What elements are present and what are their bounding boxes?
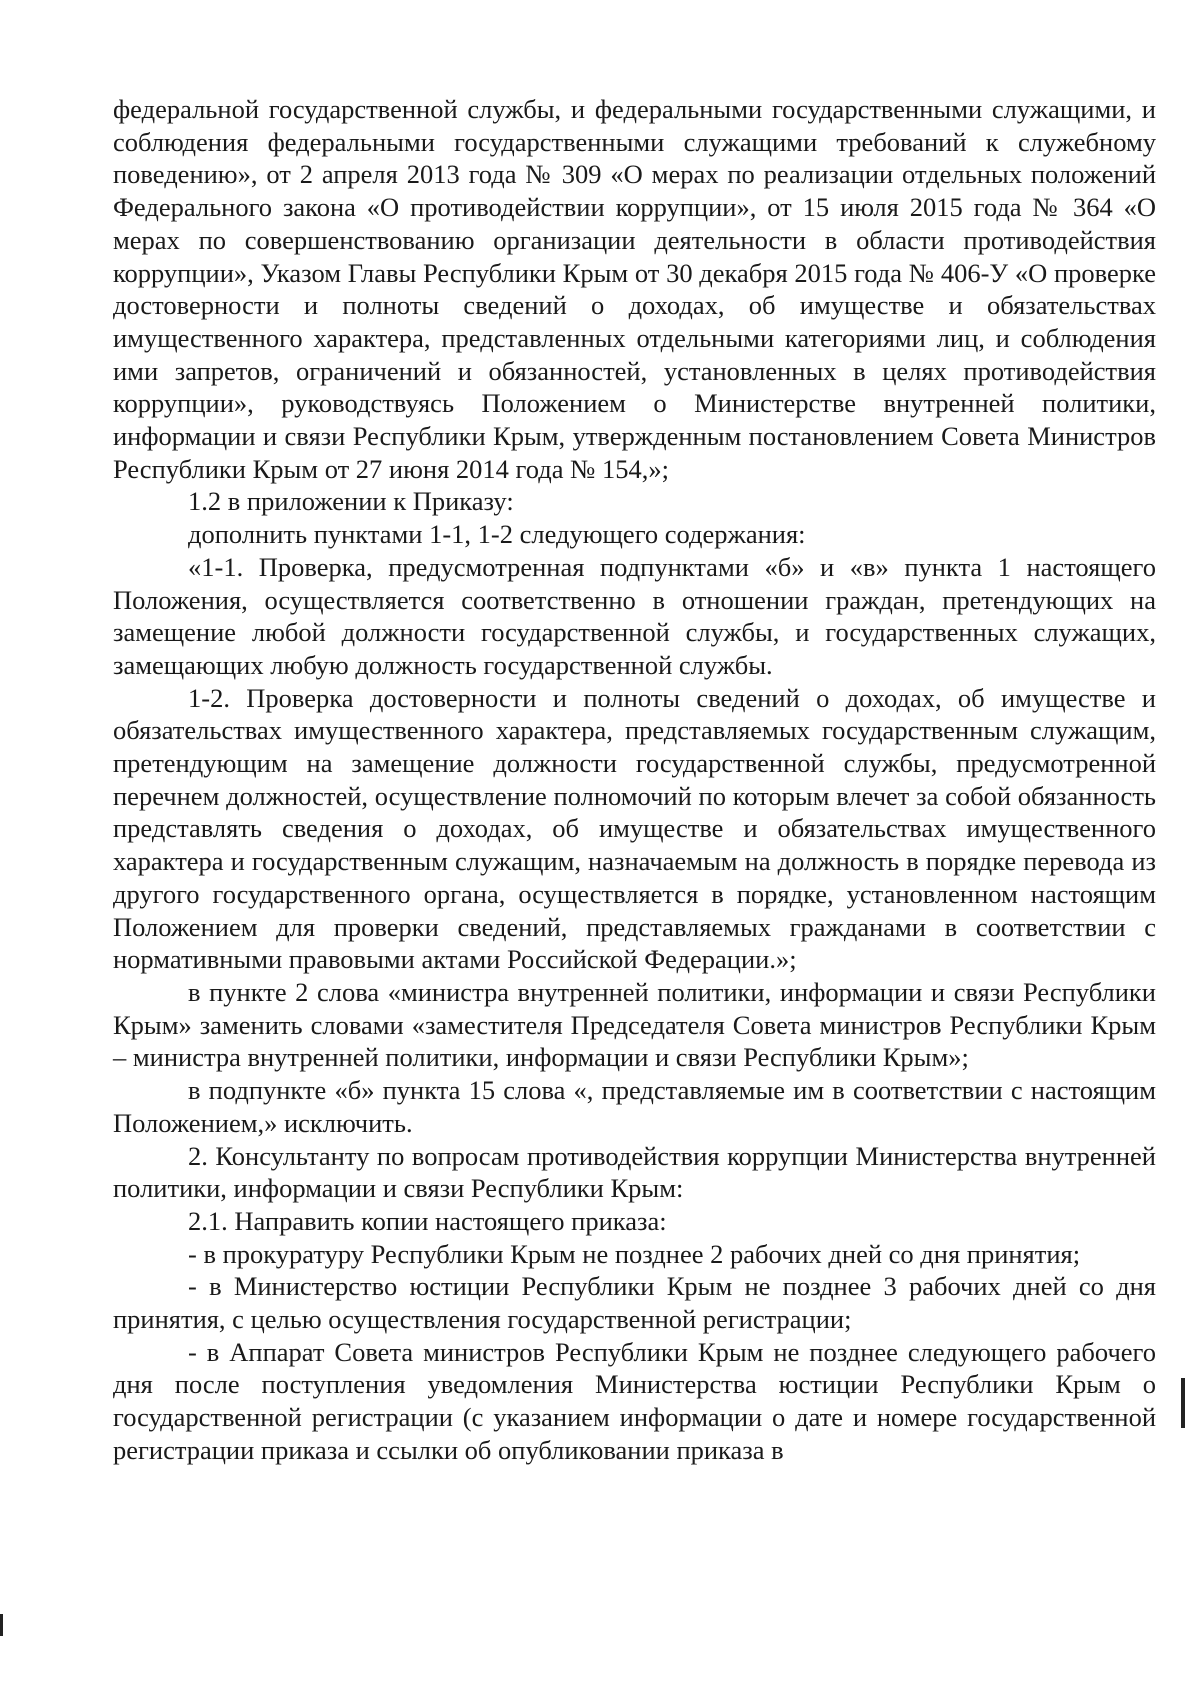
- paragraph: в пункте 2 слова «министра внутренней политики, информации и связи Республики Крым» заменить словами «заместителя Председателя Совета министров Республики Крым – министра внутренней политики, информации и связи Республики Крым»;: [113, 976, 1156, 1073]
- scan-artifact: [1181, 1378, 1185, 1428]
- scan-artifact: [0, 1614, 3, 1636]
- paragraph: 1-2. Проверка достоверности и полноты сведений о доходах, об имуществе и обязательствах имущественного характера, представляемых государственным служащим, претендующим на замещение должности государственной службы, предусмотренной перечнем должностей, осуществление полномочий по которым влечет за собой обязанность представлять сведения о доходах, об имуществе и обязательствах имущественного характера и государственным служащим, назначаемым на должность в порядке перевода из другого государственного органа, осуществляется в порядке, установленном настоящим Положением для проверки сведений, представляемых гражданами в соответствии с нормативными правовыми актами Российской Федерации.»;: [113, 682, 1156, 975]
- document-body: [113, 93, 1156, 1467]
- paragraph: - в Министерство юстиции Республики Крым не позднее 3 рабочих дней со дня принятия, с целью осуществления государственной регистрации;: [113, 1271, 1156, 1335]
- paragraph: 1.2 в приложении к Приказу:: [188, 486, 514, 517]
- paragraph: - в Аппарат Совета министров Республики Крым не позднее следующего рабочего дня после поступления уведомления Министерства юстиции Республики Крым о государственной регистрации (с указанием информации о дате и номере государственной регистрации приказа и ссылки об опубликовании приказа в: [113, 1336, 1156, 1465]
- paragraph: дополнить пунктами 1-1, 1-2 следующего содержания:: [188, 519, 806, 550]
- paragraph: - в прокуратуру Республики Крым не позднее 2 рабочих дней со дня принятия;: [188, 1238, 1081, 1269]
- paragraph: федеральной государственной службы, и федеральными государственными служащими, и соблюдения федеральными государственными служащими требований к служебному поведению», от 2 апреля 2013 года № 309 «О мерах по реализации отдельных положений Федерального закона «О противодействии коррупции», от 15 июля 2015 года № 364 «О мерах по совершенствованию организации деятельности в области противодействия коррупции», Указом Главы Республики Крым от 30 декабря 2015 года № 406-У «О проверке достоверности и полноты сведений о доходах, об имуществе и обязательствах имущественного характера, представленных отдельными категориями лиц, и соблюдения ими запретов, ограничений и обязанностей, установленных в целях противодействия коррупции», руководствуясь Положением о Министерстве внутренней политики, информации и связи Республики Крым, утвержденным постановлением Совета Министров Республики Крым от 27 июня 2014 года № 154,»;: [113, 94, 1156, 484]
- paragraph: в подпункте «б» пункта 15 слова «, представляемые им в соответствии с настоящим Положением,» исключить.: [113, 1075, 1156, 1138]
- paragraph: 2.1. Направить копии настоящего приказа:: [188, 1205, 667, 1236]
- paragraph: 2. Консультанту по вопросам противодействия коррупции Министерства внутренней политики, информации и связи Республики Крым:: [113, 1140, 1156, 1204]
- paragraph: «1-1. Проверка, предусмотренная подпунктами «б» и «в» пункта 1 настоящего Положения, осуществляется соответственно в отношении граждан, претендующих на замещение любой должности государственной службы, и государственных служащих, замещающих любую должность государственной службы.: [113, 551, 1156, 680]
